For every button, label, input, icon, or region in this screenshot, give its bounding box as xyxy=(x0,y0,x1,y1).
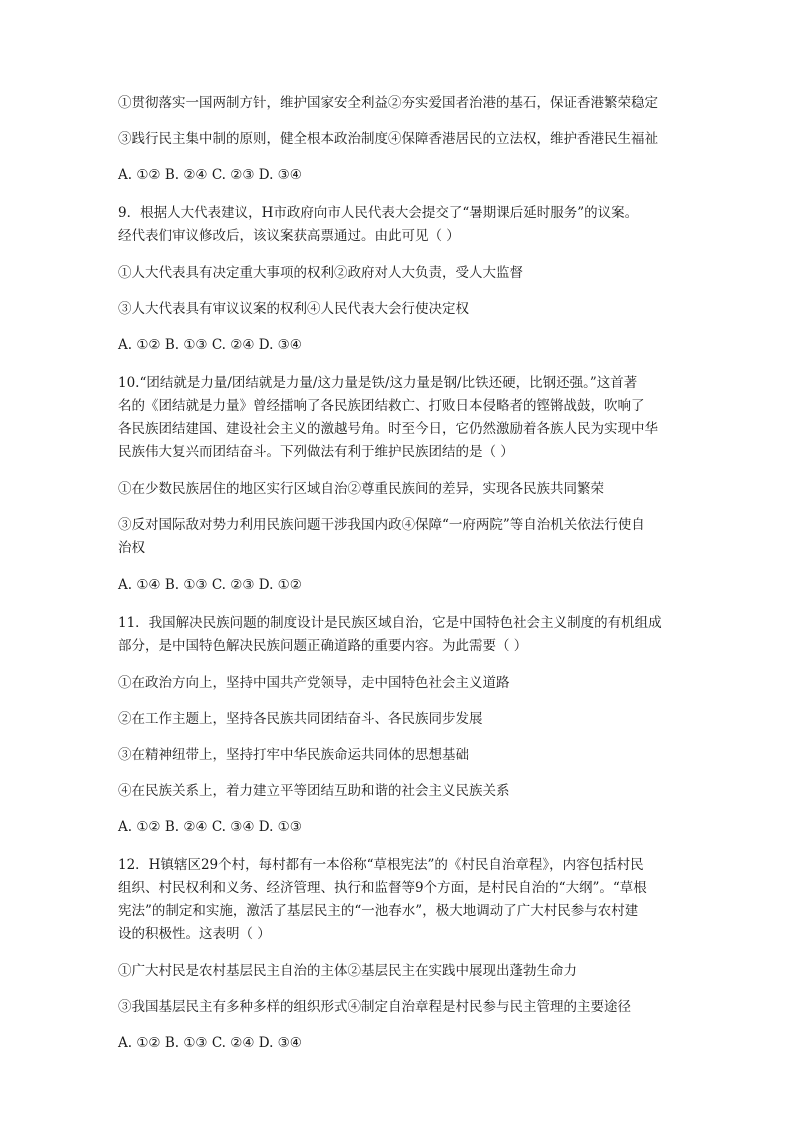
question-12-stem xyxy=(118,854,678,946)
stem-line: 10.“团结就是力量/团结就是力量/这力量是铁/这力量是钢/比铁还硬，比钢还强。”这首著 xyxy=(118,375,638,391)
stem-line: 9．根据人大代表建议，H市政府向市人民代表大会提交了“暑期课后延时服务”的议案。 xyxy=(118,205,639,221)
stem-line: 组织、村民权利和义务、经济管理、执行和监督等9个方面，是村民自治的“大纲”。“草根 xyxy=(118,880,647,896)
stem-line: 12．H镇辖区29个村，每村都有一本俗称“草根宪法”的《村民自治章程》，内容包括村民 xyxy=(118,857,644,873)
question-10-stem xyxy=(118,372,678,464)
option-line: ①人大代表具有决定重大事项的权利②政府对人大负责，受人大监督 xyxy=(118,265,523,281)
stem-line: 设的积极性。这表明（ ） xyxy=(118,926,271,942)
answer-choices: A. ①④ B. ①③ C. ②③ D. ①② xyxy=(118,577,302,593)
option-line: ①广大村民是农村基层民主自治的主体②基层民主在实践中展现出蓬勃生命力 xyxy=(118,963,577,979)
stem-line: 名的《团结就是力量》曾经擂响了各民族团结救亡、打败日本侵略者的铿锵战鼓，吹响了 xyxy=(118,398,645,414)
document-page xyxy=(118,92,678,1070)
stem-line: 经代表们审议修改后，该议案获高票通过。由此可见（ ） xyxy=(118,228,460,244)
answer-choices: A. ①② B. ①③ C. ②④ D. ③④ xyxy=(118,1035,302,1051)
stem-line: ③反对国际敌对势力利用民族问题干涉我国内政④保障“一府两院”等自治机关依法行使自 xyxy=(118,517,645,533)
stem-line: 各民族团结建国、建设社会主义的激越号角。时至今日，它仍然激励着各族人民为实现中华 xyxy=(118,421,658,437)
option-line: ③人大代表具有审议议案的权利④人民代表大会行使决定权 xyxy=(118,301,469,317)
option-line: ③践行民主集中制的原则，健全根本政治制度④保障香港居民的立法权，维护香港民生福祉 xyxy=(118,131,658,147)
option-line: ③我国基层民主有多种多样的组织形式④制定自治章程是村民参与民主管理的主要途径 xyxy=(118,999,631,1015)
stem-line: 民族伟大复兴而团结奋斗。下列做法有利于维护民族团结的是（ ） xyxy=(118,444,514,460)
option-line: ①贯彻落实一国两制方针，维护国家安全利益②夯实爱国者治港的基石，保证香港繁荣稳定 xyxy=(118,95,658,111)
option-line: ②在工作主题上，坚持各民族共同团结奋斗、各民族同步发展 xyxy=(118,711,483,727)
option-line: ①在少数民族居住的地区实行区域自治②尊重民族间的差异，实现各民族共同繁荣 xyxy=(118,481,604,497)
answer-choices: A. ①② B. ①③ C. ②④ D. ③④ xyxy=(118,337,302,353)
option-wrapped xyxy=(118,514,678,560)
stem-line: 宪法”的制定和实施，激活了基层民主的“一池春水”，极大地调动了广大村民参与农村建 xyxy=(118,903,639,919)
stem-line: 治权 xyxy=(118,540,145,556)
question-11-stem xyxy=(118,612,678,658)
answer-choices: A. ①② B. ②④ C. ②③ D. ③④ xyxy=(118,167,302,183)
option-line: ③在精神纽带上，坚持打牢中华民族命运共同体的思想基础 xyxy=(118,747,469,763)
question-9-stem xyxy=(118,202,678,248)
stem-line: 部分，是中国特色解决民族问题正确道路的重要内容。为此需要（ ） xyxy=(118,638,528,654)
option-line: ④在民族关系上，着力建立平等团结互助和谐的社会主义民族关系 xyxy=(118,783,510,799)
option-line: ①在政治方向上，坚持中国共产党领导，走中国特色社会主义道路 xyxy=(118,675,510,691)
stem-line: 11．我国解决民族问题的制度设计是民族区域自治，它是中国特色社会主义制度的有机组成 xyxy=(118,615,662,631)
answer-choices: A. ①② B. ②④ C. ③④ D. ①③ xyxy=(118,819,302,835)
